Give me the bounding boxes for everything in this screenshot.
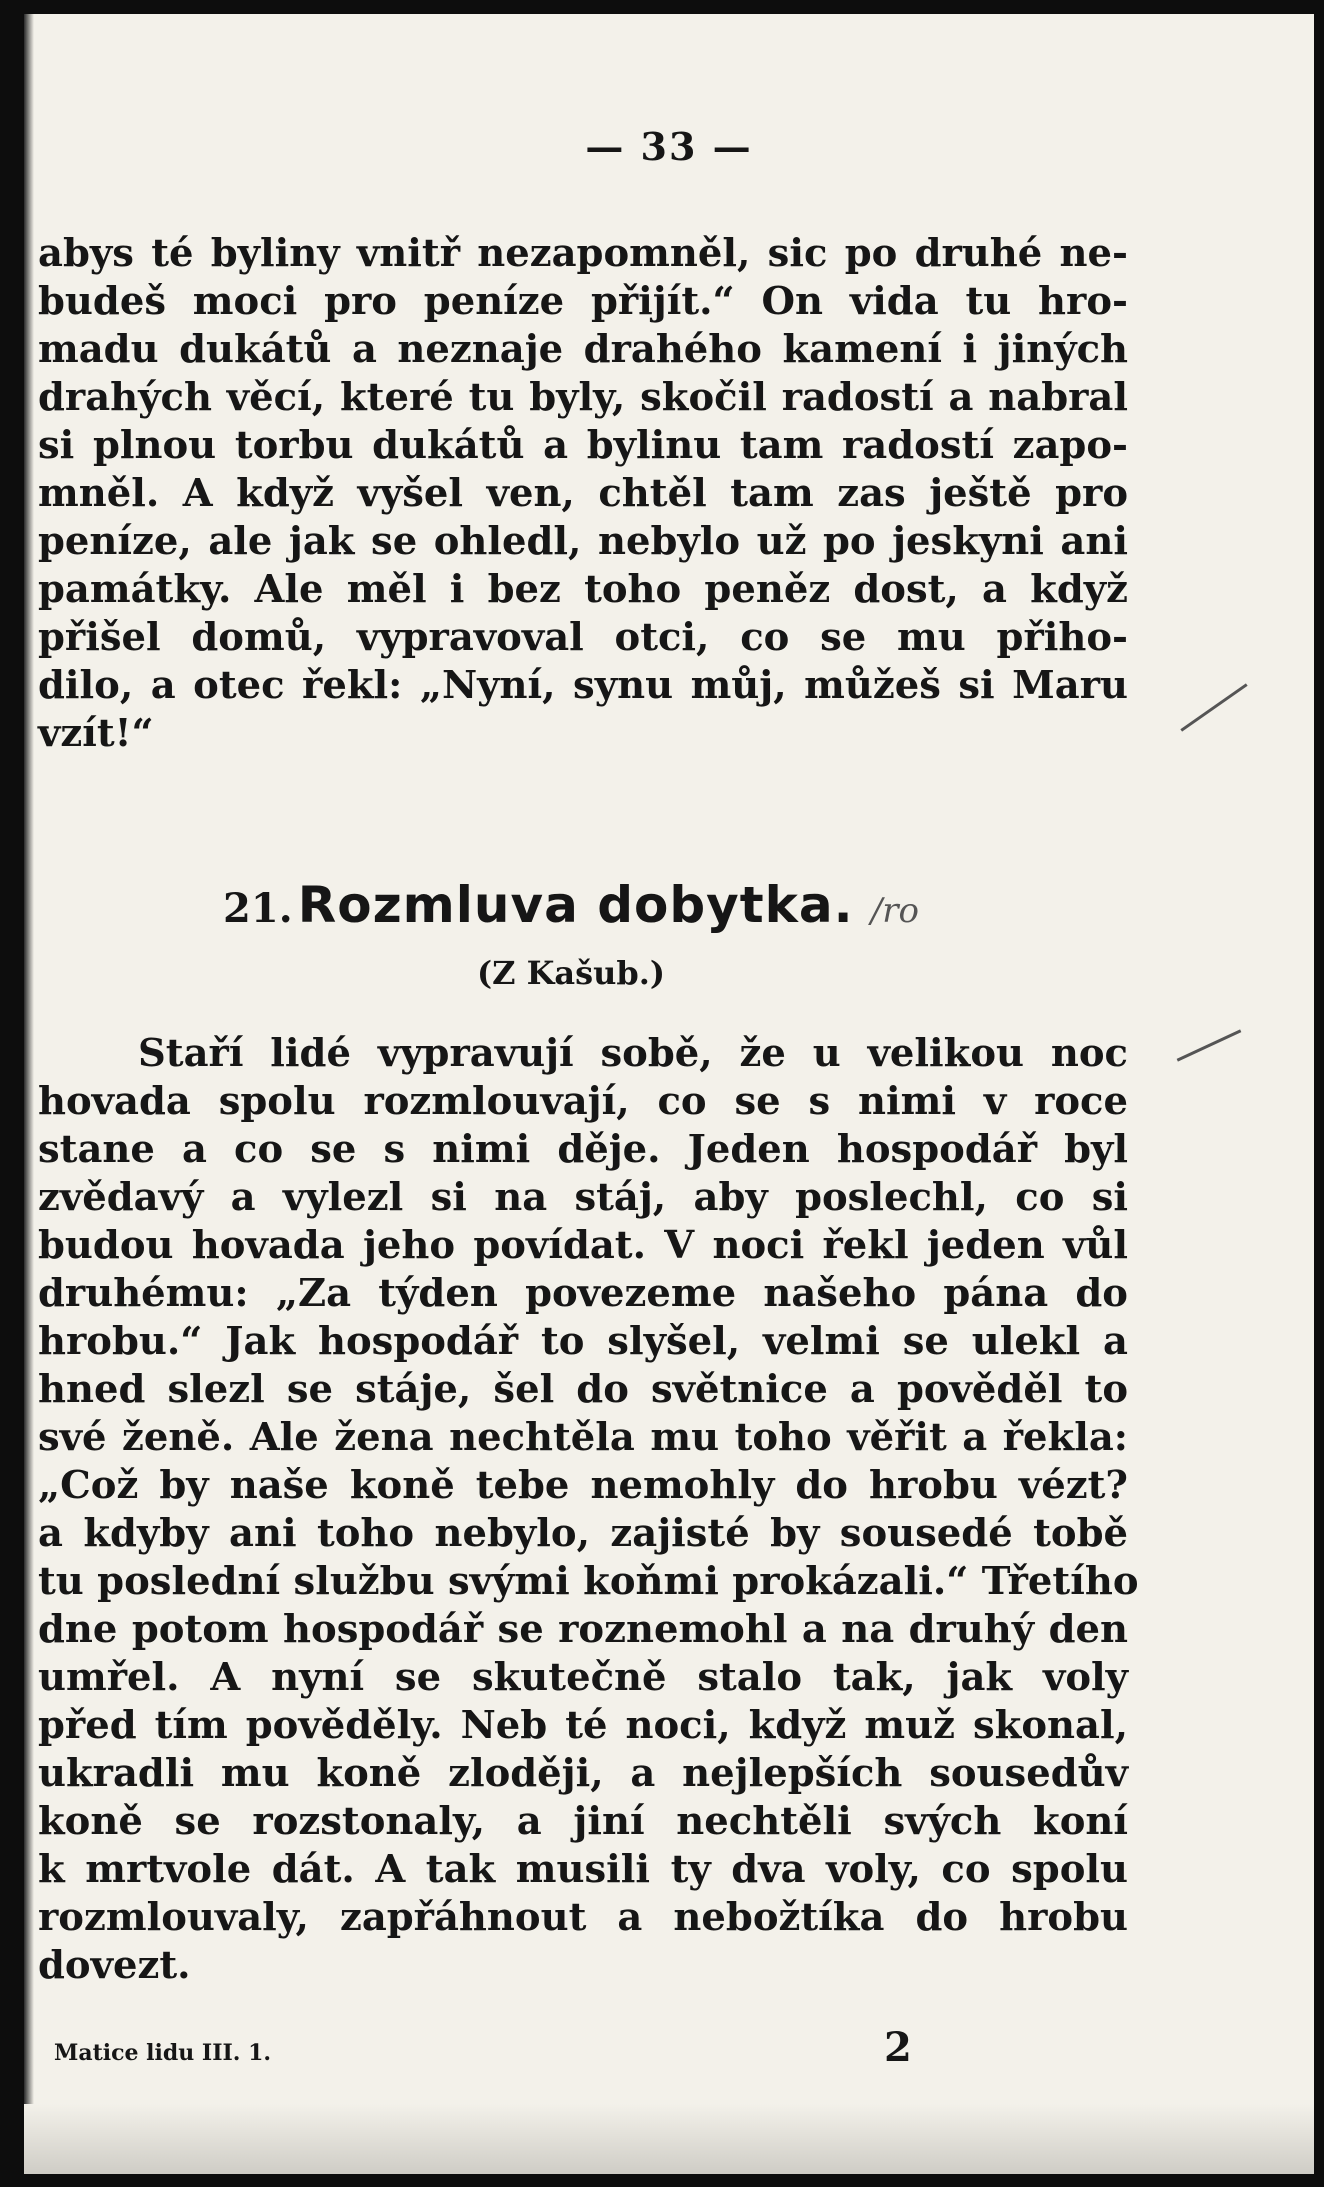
sheet-number: 2: [884, 2024, 912, 2071]
text-line: zvědavý a vylezl si na stáj, aby poslechl, co si: [38, 1175, 1128, 1220]
text-line: budeš moci pro peníze přijít.“ On vida tu hro-: [38, 279, 1128, 324]
section-source: (Z Kašub.): [476, 954, 666, 992]
text-line: Staří lidé vypravují sobě, že u velikou noc: [138, 1031, 1128, 1076]
text-line: před tím pověděly. Neb té noci, když muž skonal,: [38, 1703, 1128, 1748]
text-line: mněl. A když vyšel ven, chtěl tam zas ještě pro: [38, 471, 1128, 516]
margin-pencil-mark: [1177, 1029, 1242, 1061]
section-heading: [24, 876, 1118, 934]
text-line: památky. Ale měl i bez toho peněz dost, a když: [38, 567, 1128, 612]
text-line: hrobu.“ Jak hospodář to slyšel, velmi se ulekl a: [38, 1319, 1128, 1364]
text-line: přišel domů, vypravoval otci, co se mu přiho-: [38, 615, 1128, 660]
text-line: dovezt.: [38, 1943, 191, 1988]
handwritten-note: /ro: [870, 891, 919, 931]
text-line: madu dukátů a neznaje drahého kamení i jiných: [38, 327, 1128, 372]
text-line: vzít!“: [38, 711, 154, 756]
text-line: koně se rozstonaly, a jiní nechtěli svých koní: [38, 1799, 1128, 1844]
text-line: dilo, a otec řekl: „Nyní, synu můj, můžeš si Maru: [38, 663, 1128, 708]
text-line: hned slezl se stáje, šel do světnice a pověděl to: [38, 1367, 1128, 1412]
book-page: [24, 14, 1314, 2174]
page-bottom-shadow: [24, 2104, 1314, 2174]
margin-pencil-mark: [1180, 683, 1247, 731]
text-line: ukradli mu koně zloději, a nejlepších sousedův: [38, 1751, 1128, 1796]
text-line: abys té byliny vnitř nezapomněl, sic po druhé ne-: [38, 231, 1128, 276]
text-line: hovada spolu rozmlouvají, co se s nimi v roce: [38, 1079, 1128, 1124]
text-line: tu poslední službu svými koňmi prokázali.“ Třetího: [38, 1559, 1139, 1604]
paragraph-2: [38, 1030, 1139, 1990]
text-line: budou hovada jeho povídat. V noci řekl jeden vůl: [38, 1223, 1128, 1268]
text-line: dne potom hospodář se roznemohl a na druhý den: [38, 1607, 1128, 1652]
text-line: si plnou torbu dukátů a bylinu tam radostí zapo-: [38, 423, 1128, 468]
section-number: 21.: [223, 885, 293, 932]
printer-signature: Matice lidu III. 1.: [54, 2040, 272, 2066]
page-edge-shadow: [24, 14, 34, 2174]
section-title: Rozmluva dobytka.: [297, 876, 854, 934]
text-line: drahých věcí, které tu byly, skočil radostí a nabral: [38, 375, 1128, 420]
text-line: druhému: „Za týden povezeme našeho pána do: [38, 1271, 1128, 1316]
page-number: — 33 —: [585, 124, 753, 169]
text-line: peníze, ale jak se ohledl, nebylo už po jeskyni ani: [38, 519, 1128, 564]
text-line: k mrtvole dát. A tak musili ty dva voly, co spolu: [38, 1847, 1128, 1892]
paragraph-1: [38, 230, 1128, 758]
text-line: umřel. A nyní se skutečně stalo tak, jak voly: [38, 1655, 1128, 1700]
text-line: stane a co se s nimi děje. Jeden hospodář byl: [38, 1127, 1128, 1172]
text-line: rozmlouvaly, zapřáhnout a nebožtíka do hrobu: [38, 1895, 1128, 1940]
text-line: své ženě. Ale žena nechtěla mu toho věřit a řekla:: [38, 1415, 1128, 1460]
text-line: „Což by naše koně tebe nemohly do hrobu vézt?: [38, 1463, 1128, 1508]
text-line: a kdyby ani toho nebylo, zajisté by sousedé tobě: [38, 1511, 1128, 1556]
